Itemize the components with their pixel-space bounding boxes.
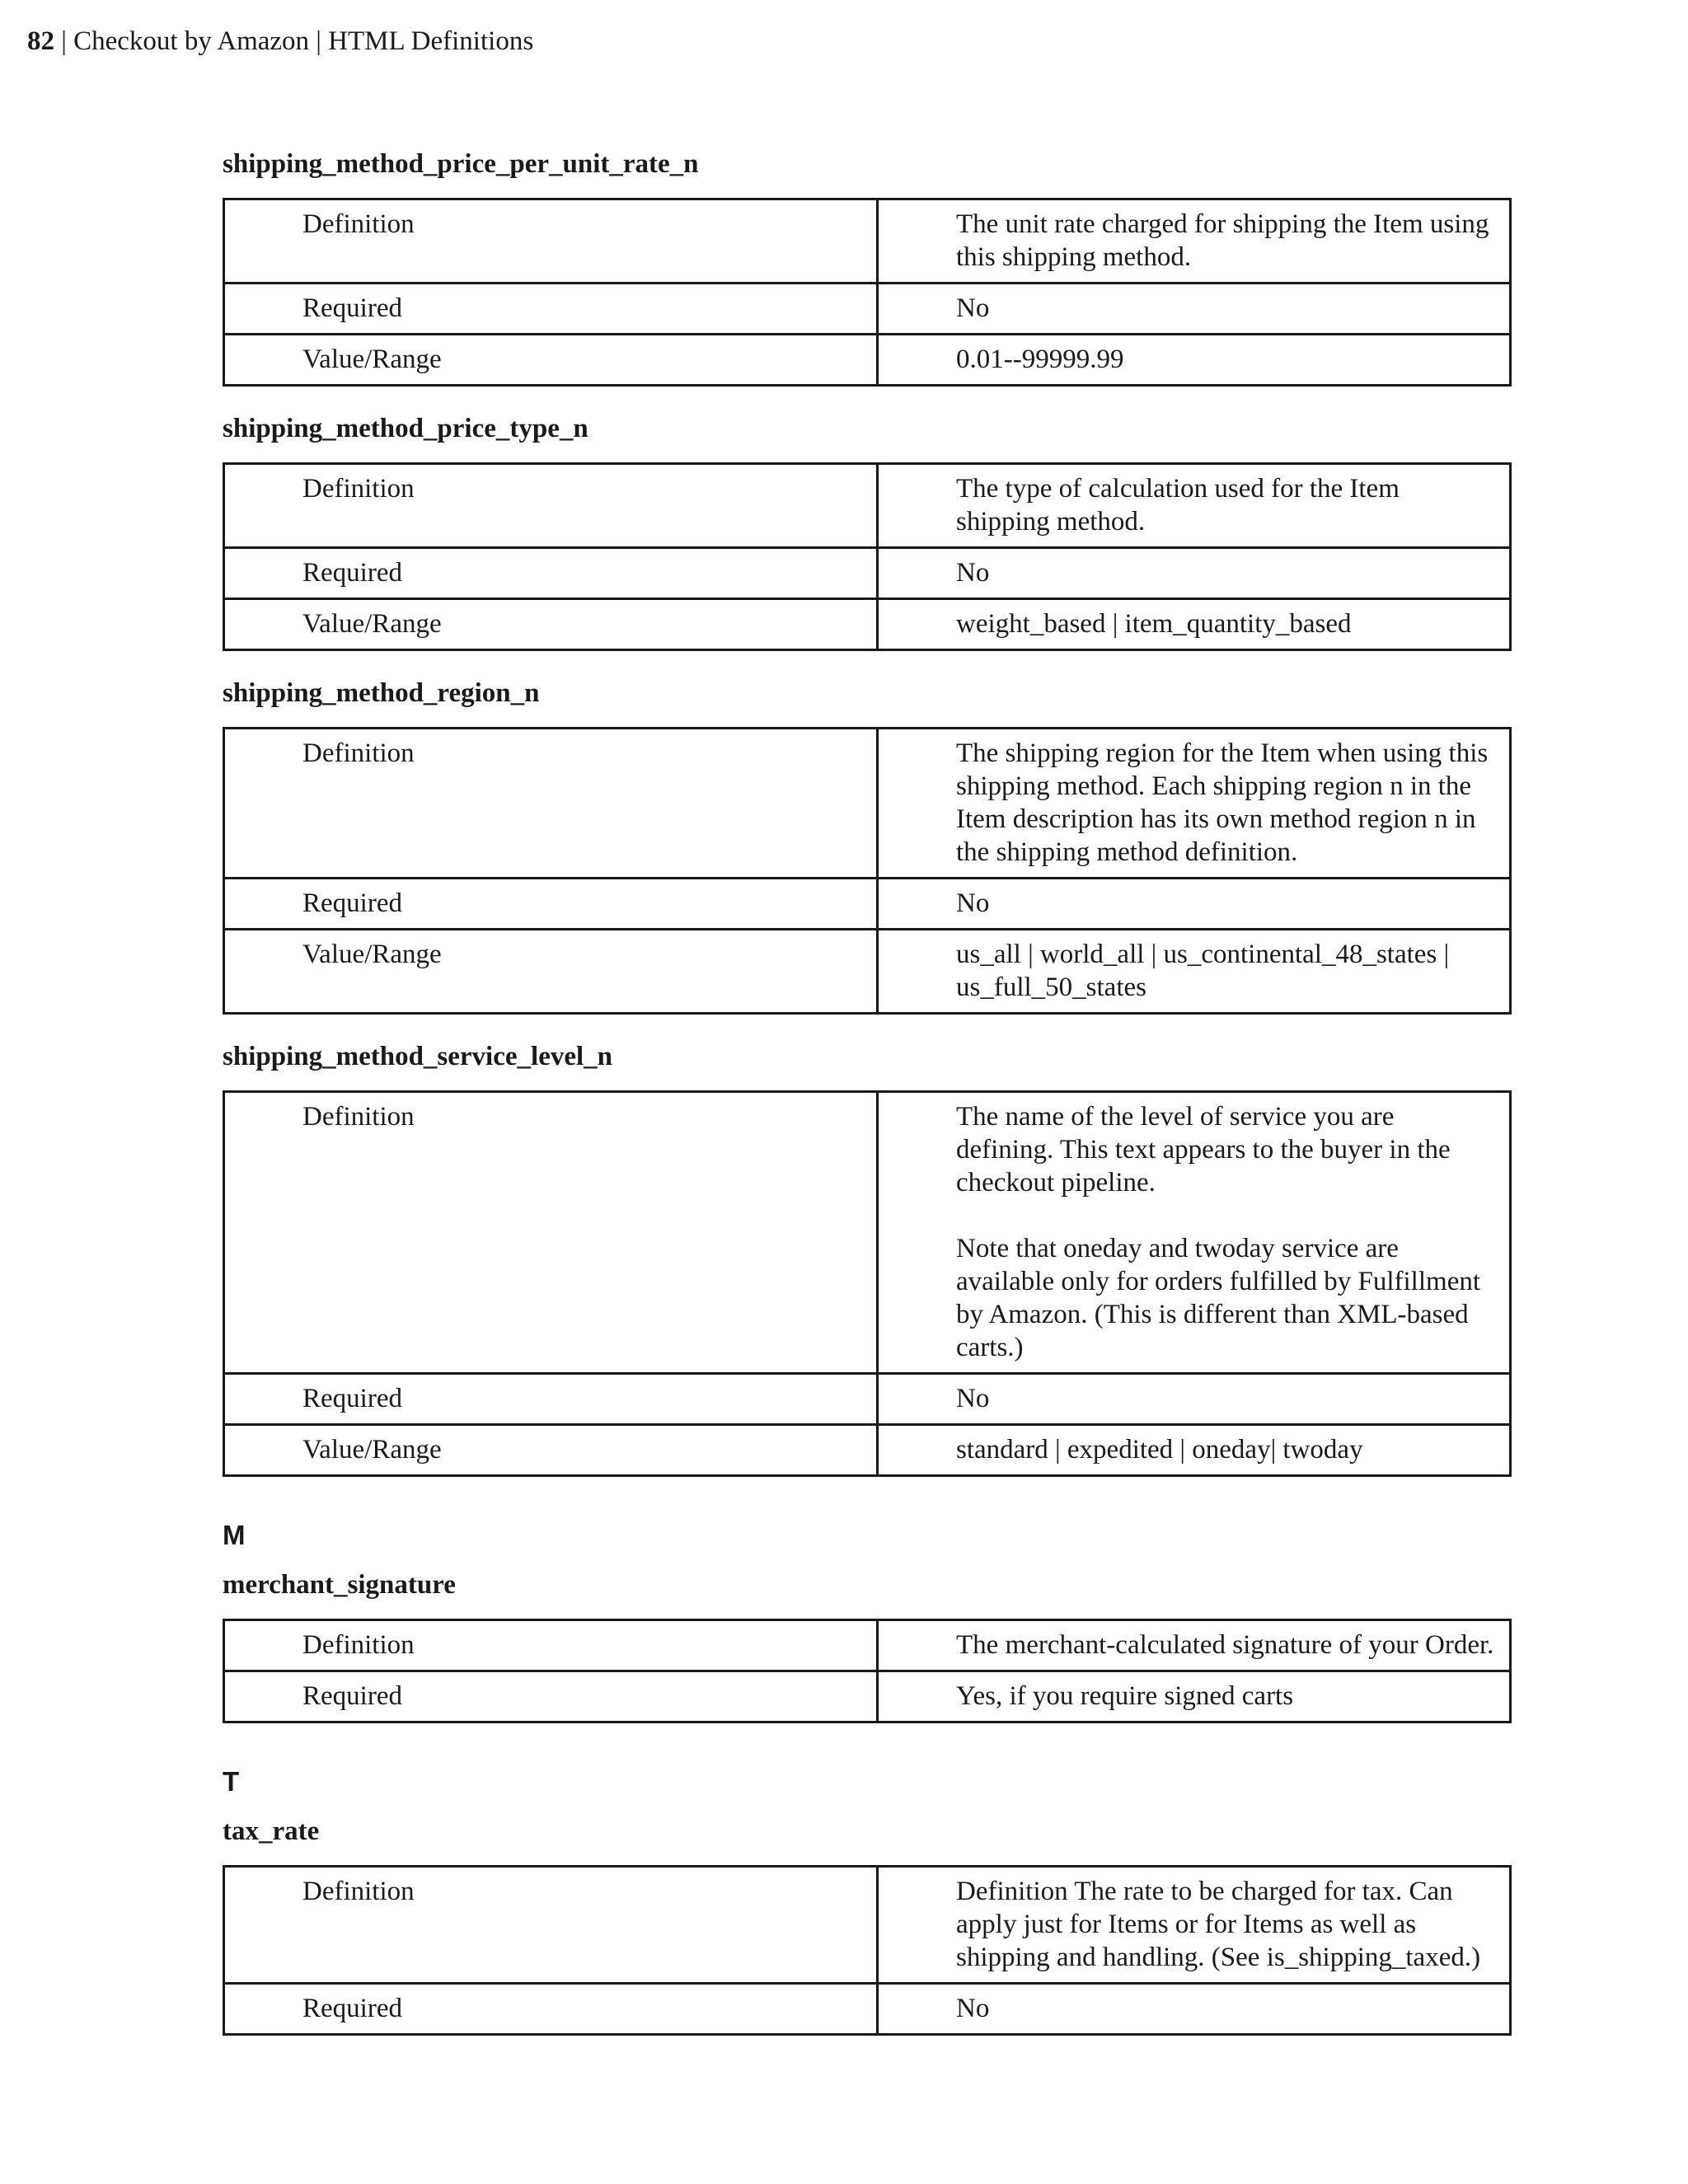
table-row: [224, 599, 1511, 650]
index-letter-heading: M: [223, 1520, 246, 1550]
row-value: 0.01--99999.99: [878, 335, 1511, 386]
row-label: Definition: [224, 1867, 878, 1984]
definition-table: [223, 1865, 1512, 2036]
table-row: [224, 335, 1511, 386]
row-value: us_all | world_all | us_continental_48_states | us_full_50_states: [878, 930, 1511, 1014]
table-row: [224, 729, 1511, 879]
row-label: Definition: [224, 464, 878, 548]
definition-table: [223, 1619, 1512, 1723]
row-label: Value/Range: [224, 930, 878, 1014]
row-label: Definition: [224, 199, 878, 284]
table-row: [224, 879, 1511, 930]
row-label: Definition: [224, 1620, 878, 1671]
row-value: standard | expedited | oneday| twoday: [878, 1425, 1511, 1476]
table-row: [224, 1374, 1511, 1425]
row-label: Required: [224, 284, 878, 335]
row-label: Value/Range: [224, 1425, 878, 1476]
row-label: Value/Range: [224, 335, 878, 386]
row-value: The unit rate charged for shipping the Item using this shipping method.: [878, 199, 1511, 284]
table-row: [224, 1867, 1511, 1984]
row-value: No: [878, 1984, 1511, 2035]
field-title: shipping_method_service_level_n: [223, 1042, 613, 1071]
row-label: Value/Range: [224, 599, 878, 650]
row-label: Definition: [224, 729, 878, 879]
row-value: The type of calculation used for the Item shipping method.: [878, 464, 1511, 548]
row-value: No: [878, 1374, 1511, 1425]
table-row: [224, 1425, 1511, 1476]
row-value: Yes, if you require signed carts: [878, 1671, 1511, 1722]
row-value: The name of the level of service you are defining. This text appears to the buyer in the checkout pipeline. Note that oneday and twoday service are available only for orders fulfilled by Fulfillment by Amazon. (This is different than XML-based carts.): [878, 1092, 1511, 1374]
document-body: [223, 147, 1512, 2036]
field-title: merchant_signature: [223, 1570, 456, 1600]
field-title: shipping_method_region_n: [223, 678, 540, 708]
table-row: [224, 548, 1511, 599]
row-label: Required: [224, 1671, 878, 1722]
table-row: [224, 1092, 1511, 1374]
definition-table: [223, 462, 1512, 651]
row-value: The merchant-calculated signature of your Order.: [878, 1620, 1511, 1671]
field-title: tax_rate: [223, 1816, 320, 1846]
field-title: shipping_method_price_type_n: [223, 414, 588, 443]
index-letter-heading: T: [223, 1766, 240, 1797]
running-header: [27, 23, 533, 59]
field-title: shipping_method_price_per_unit_rate_n: [223, 149, 699, 179]
table-row: [224, 1671, 1511, 1722]
definition-table: [223, 198, 1512, 387]
definition-table: [223, 727, 1512, 1015]
definition-table: [223, 1090, 1512, 1477]
running-header-title: | Checkout by Amazon | HTML Definitions: [54, 26, 534, 56]
row-label: Required: [224, 1374, 878, 1425]
table-row: [224, 1620, 1511, 1671]
row-label: Required: [224, 1984, 878, 2035]
table-row: [224, 199, 1511, 284]
table-row: [224, 284, 1511, 335]
row-value: No: [878, 284, 1511, 335]
row-label: Required: [224, 548, 878, 599]
row-value: Definition The rate to be charged for tax. Can apply just for Items or for Items as well as shipping and handling. (See is_shipping_taxed.): [878, 1867, 1511, 1984]
row-label: Required: [224, 879, 878, 930]
row-value: weight_based | item_quantity_based: [878, 599, 1511, 650]
table-row: [224, 464, 1511, 548]
table-row: [224, 930, 1511, 1014]
row-label: Definition: [224, 1092, 878, 1374]
table-row: [224, 1984, 1511, 2035]
row-value: The shipping region for the Item when using this shipping method. Each shipping region n in the Item description has its own method region n in the shipping method definition.: [878, 729, 1511, 879]
page-number: 82: [27, 26, 54, 56]
row-value: No: [878, 548, 1511, 599]
row-value: No: [878, 879, 1511, 930]
